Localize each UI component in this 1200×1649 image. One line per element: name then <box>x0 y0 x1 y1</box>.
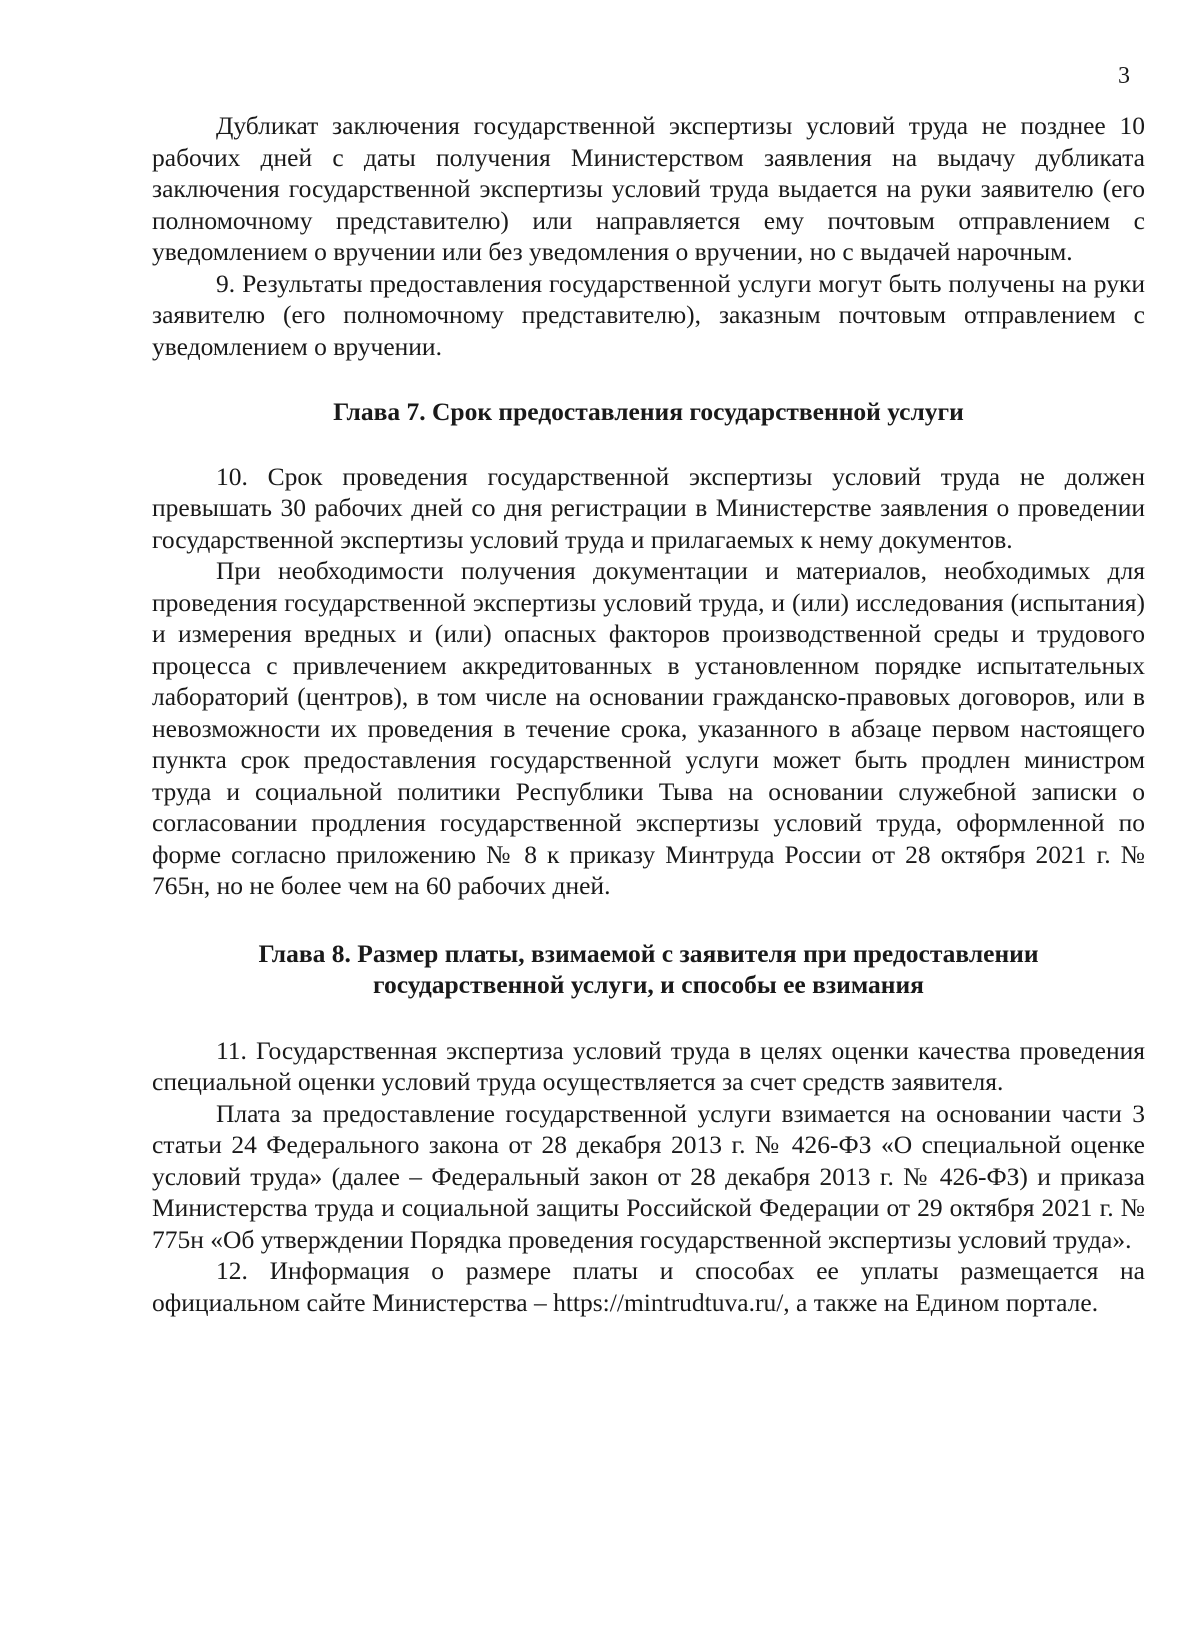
paragraph-12-text-before: 12. Информация о размере платы и способах ее уплаты размещается на официальном сайте Министерства – <box>152 1256 1145 1317</box>
page-number: 3 <box>1118 63 1130 89</box>
paragraph-9-results: 9. Результаты предоставления государственной услуги могут быть получены на руки заявителю (его полномочному представителю), заказным почтовым отправлением с уведомлением о вручении. <box>152 268 1145 361</box>
paragraph-11-funding: 11. Государственная экспертиза условий труда в целях оценки качества проведения специальной оценки условий труда осуществляется за счет средств заявителя. <box>152 1035 1145 1096</box>
chapter-7-heading: Глава 7. Срок предоставления государственной услуги <box>333 397 964 426</box>
paragraph-12-fee-info <box>152 1255 1145 1318</box>
paragraph-12-text-after: , а также на Едином портале. <box>783 1287 1099 1317</box>
ministry-website-link[interactable]: https://mintrudtuva.ru/ <box>553 1287 784 1317</box>
chapter-8-heading: Глава 8. Размер платы, взимаемой с заявителя при предоставлении государственной услуги, и способы ее взимания <box>258 938 1039 999</box>
paragraph-10-extension: При необходимости получения документации и материалов, необходимых для проведения государственной экспертизы условий труда, и (или) исследования (испытания) и измерения вредных и (или) опасных факторов производственной среды и трудового процесса с привлечением аккредитованных в установленном порядке испытательных лабораторий (центров), в том числе на основании гражданско-правовых договоров, или в невозможности их проведения в течение срока, указанного в абзаце первом настоящего пункта срок предоставления государственной услуги может быть продлен министром труда и социальной политики Республики Тыва на основании служебной записки о согласовании продления государственной экспертизы условий труда, оформленной по форме согласно приложению № 8 к приказу Минтруда России от 28 октября 2021 г. № 765н, но не более чем на 60 рабочих дней. <box>152 556 1145 900</box>
paragraph-11-fee-basis: Плата за предоставление государственной услуги взимается на основании части 3 статьи 24 Федерального закона от 28 декабря 2013 г. № 426-ФЗ «О специальной оценке условий труда» (далее – Федеральный закон от 28 декабря 2013 г. № 426-ФЗ) и приказа Министерства труда и социальной защиты Российской Федерации от 29 октября 2021 г. № 775н «Об утверждении Порядка проведения государственной экспертизы условий труда». <box>152 1098 1145 1254</box>
paragraph-duplicate-conclusion: Дубликат заключения государственной экспертизы условий труда не позднее 10 рабочих дней с даты получения Министерством заявления на выдачу дубликата заключения государственной экспертизы условий труда выдается на руки заявителю (его полномочному представителю) или направляется ему почтовым отправлением с уведомлением о вручении или без уведомления о вручении, но с выдачей нарочным. <box>152 111 1145 266</box>
paragraph-10-term: 10. Срок проведения государственной экспертизы условий труда не должен превышать 30 рабочих дней со дня регистрации в Министерстве заявления о проведении государственной экспертизы условий труда и прилагаемых к нему документов. <box>152 461 1145 554</box>
document-body <box>152 110 1145 1318</box>
